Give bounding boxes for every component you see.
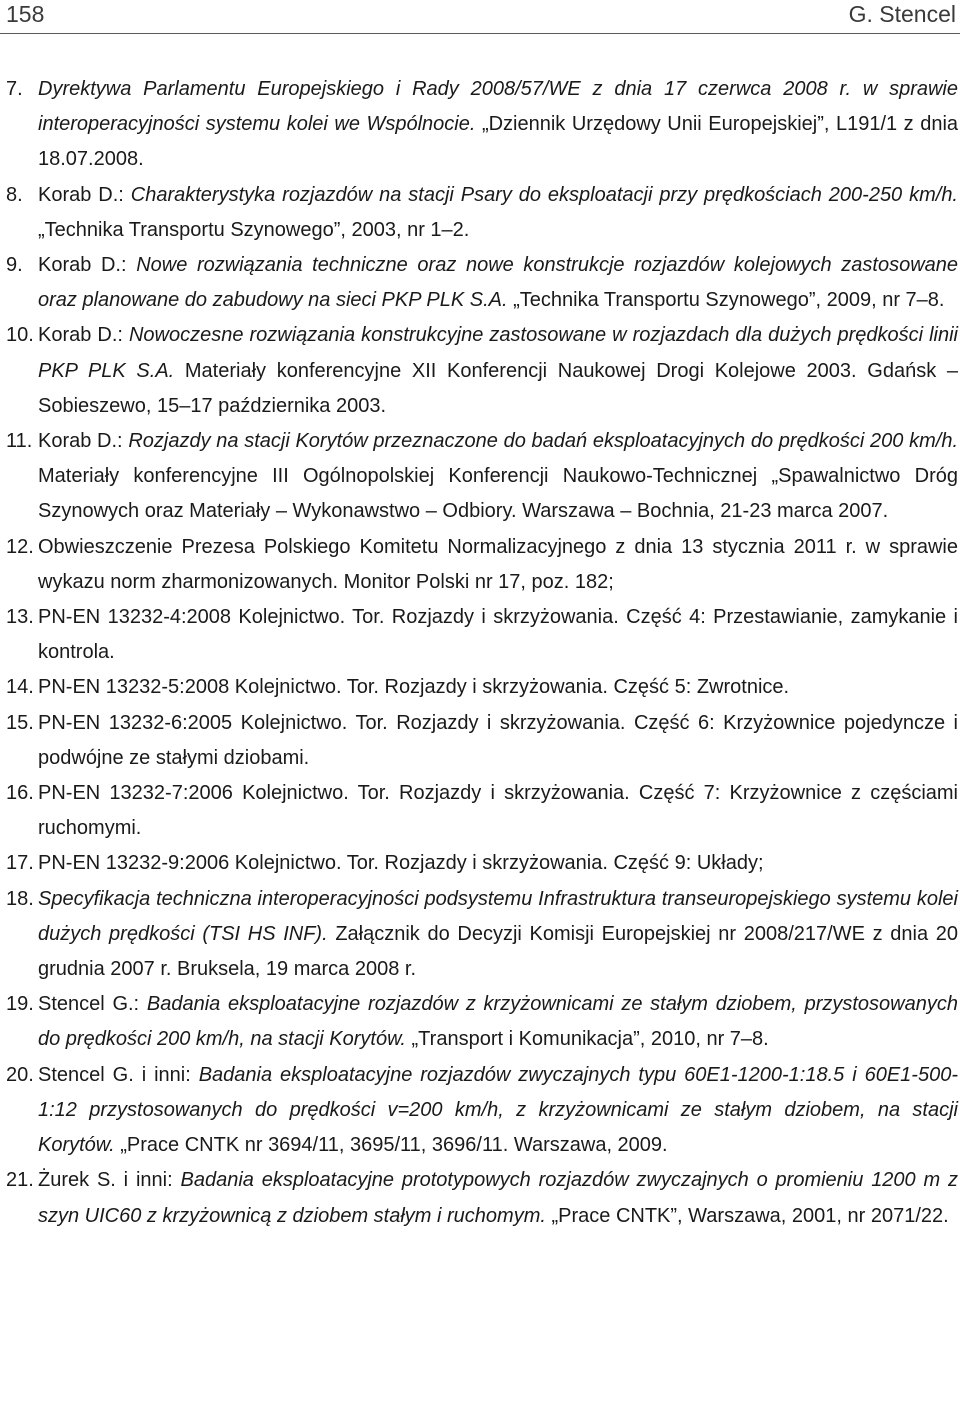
reference-text: Korab D.: <box>38 324 129 347</box>
reference-item <box>0 1058 958 1164</box>
reference-number: 8. <box>6 183 23 206</box>
reference-title: Badania eksploatacyjne rozjazdów zwyczajnych typu 60E1-1200-1:18.5 i 60E1-500-1:12 przystosowanych do prędkości v=200 km/h, z krzyżownicami ze stałym dziobem, na stacji Korytów. <box>38 1063 958 1157</box>
reference-item <box>0 72 958 178</box>
reference-number: 19. <box>6 993 34 1016</box>
reference-text: PN-EN 13232-9:2006 Kolejnictwo. Tor. Rozjazdy i skrzyżowania. Część 9: Układy; <box>38 852 764 875</box>
page-header <box>0 0 960 34</box>
reference-text: Korab D.: <box>38 430 129 453</box>
reference-text: „Technika Transportu Szynowego”, 2003, nr 1–2. <box>38 218 470 241</box>
reference-number: 20. <box>6 1063 34 1086</box>
reference-text: „Dziennik Urzędowy Unii Europejskiej”, L191/1 z dnia 18.07.2008. <box>38 113 959 171</box>
reference-item <box>0 600 958 670</box>
reference-text: PN-EN 13232-6:2005 Kolejnictwo. Tor. Rozjazdy i skrzyżowania. Część 6: Krzyżownice pojedyncze i podwójne ze stałymi dziobami. <box>38 711 958 769</box>
reference-number: 17. <box>6 852 34 875</box>
reference-title: Rozjazdy na stacji Korytów przeznaczone do badań eksploatacyjnych do prędkości 200 km/h. <box>128 430 958 453</box>
reference-text: „Prace CNTK nr 3694/11, 3695/11, 3696/11. Warszawa, 2009. <box>114 1134 668 1157</box>
reference-title: Badania eksploatacyjne rozjazdów z krzyżownicami ze stałym dziobem, przystosowanych do prędkości 200 km/h, na stacji Korytów. <box>38 993 958 1051</box>
reference-number: 12. <box>6 535 34 558</box>
reference-number: 13. <box>6 606 34 629</box>
reference-item <box>0 776 958 846</box>
reference-item <box>0 178 958 248</box>
reference-text: Stencel G.: <box>38 993 147 1016</box>
reference-text: PN-EN 13232-5:2008 Kolejnictwo. Tor. Rozjazdy i skrzyżowania. Część 5: Zwrotnice. <box>38 676 790 699</box>
reference-text: Żurek S. i inni: <box>38 1169 181 1192</box>
reference-text: Materiały konferencyjne III Ogólnopolskiej Konferencji Naukowo-Technicznej „Spawalnictwo Dróg Szynowych oraz Materiały – Wykonawstwo – Odbiory. Warszawa – Bochnia, 21-23 marca 2007. <box>38 465 958 523</box>
reference-text: Obwieszczenie Prezesa Polskiego Komitetu Normalizacyjnego z dnia 13 stycznia 2011 r. w sprawie wykazu norm zharmonizowanych. Monitor Polski nr 17, poz. 182; <box>38 535 958 593</box>
reference-title: Charakterystyka rozjazdów na stacji Psary do eksploatacji przy prędkościach 200-250 km/h. <box>130 183 958 206</box>
reference-number: 11. <box>6 430 33 453</box>
reference-number: 10. <box>6 324 34 347</box>
reference-item <box>0 248 958 318</box>
page-number: 158 <box>6 1 45 27</box>
reference-title: Dyrektywa Parlamentu Europejskiego i Rady 2008/57/WE z dnia 17 czerwca 2008 r. w sprawie interoperacyjności systemu kolei we Wspólnocie. <box>38 78 958 136</box>
reference-text: Korab D.: <box>38 183 131 206</box>
reference-number: 14. <box>6 676 34 699</box>
reference-item <box>0 1163 958 1233</box>
reference-item <box>0 882 958 988</box>
reference-text: „Prace CNTK”, Warszawa, 2001, nr 2071/22. <box>545 1204 949 1227</box>
reference-number: 18. <box>6 887 34 910</box>
reference-number: 16. <box>6 782 34 805</box>
reference-text: PN-EN 13232-4:2008 Kolejnictwo. Tor. Rozjazdy i skrzyżowania. Część 4: Przestawianie, zamykanie i kontrola. <box>38 606 958 664</box>
running-head: G. Stencel <box>848 1 956 27</box>
reference-text: PN-EN 13232-7:2006 Kolejnictwo. Tor. Rozjazdy i skrzyżowania. Część 7: Krzyżownice z częściami ruchomymi. <box>38 782 958 840</box>
reference-item <box>0 846 958 881</box>
reference-text: Załącznik do Decyzji Komisji Europejskiej nr 2008/217/WE z dnia 20 grudnia 2007 r. Bruksela, 19 marca 2008 r. <box>38 922 958 981</box>
reference-item <box>0 318 958 424</box>
reference-item <box>0 706 958 776</box>
reference-title: Nowoczesne rozwiązania konstrukcyjne zastosowane w rozjazdach dla dużych prędkości linii PKP PLK S.A. <box>38 324 958 382</box>
reference-number: 15. <box>6 711 34 734</box>
reference-item <box>0 424 958 530</box>
reference-text: „Technika Transportu Szynowego”, 2009, nr 7–8. <box>507 289 945 312</box>
reference-title: Nowe rozwiązania techniczne oraz nowe konstrukcje rozjazdów kolejowych zastosowane oraz planowane do zabudowy na sieci PKP PLK S.A. <box>38 254 959 312</box>
header-rule <box>0 33 960 34</box>
reference-number: 21. <box>6 1169 34 1192</box>
reference-item <box>0 987 958 1057</box>
reference-text: Korab D.: <box>38 254 137 277</box>
reference-title: Specyfikacja techniczna interoperacyjności podsystemu Infrastruktura transeuropejskiego systemu kolei dużych prędkości (TSI HS INF). <box>38 887 958 945</box>
reference-item <box>0 530 958 600</box>
reference-number: 7. <box>6 78 23 100</box>
reference-number: 9. <box>6 254 23 277</box>
reference-list <box>0 72 958 1234</box>
reference-text: Stencel G. i inni: <box>38 1063 199 1086</box>
reference-item <box>0 670 958 705</box>
reference-text: „Transport i Komunikacja”, 2010, nr 7–8. <box>405 1028 769 1051</box>
reference-title: Badania eksploatacyjne prototypowych rozjazdów zwyczajnych o promieniu 1200 m z szyn UIC60 z krzyżownicą z dziobem stałym i ruchomym. <box>38 1169 959 1227</box>
reference-text: Materiały konferencyjne XII Konferencji Naukowej Drogi Kolejowe 2003. Gdańsk – Sobieszewo, 15–17 października 2003. <box>38 359 958 417</box>
